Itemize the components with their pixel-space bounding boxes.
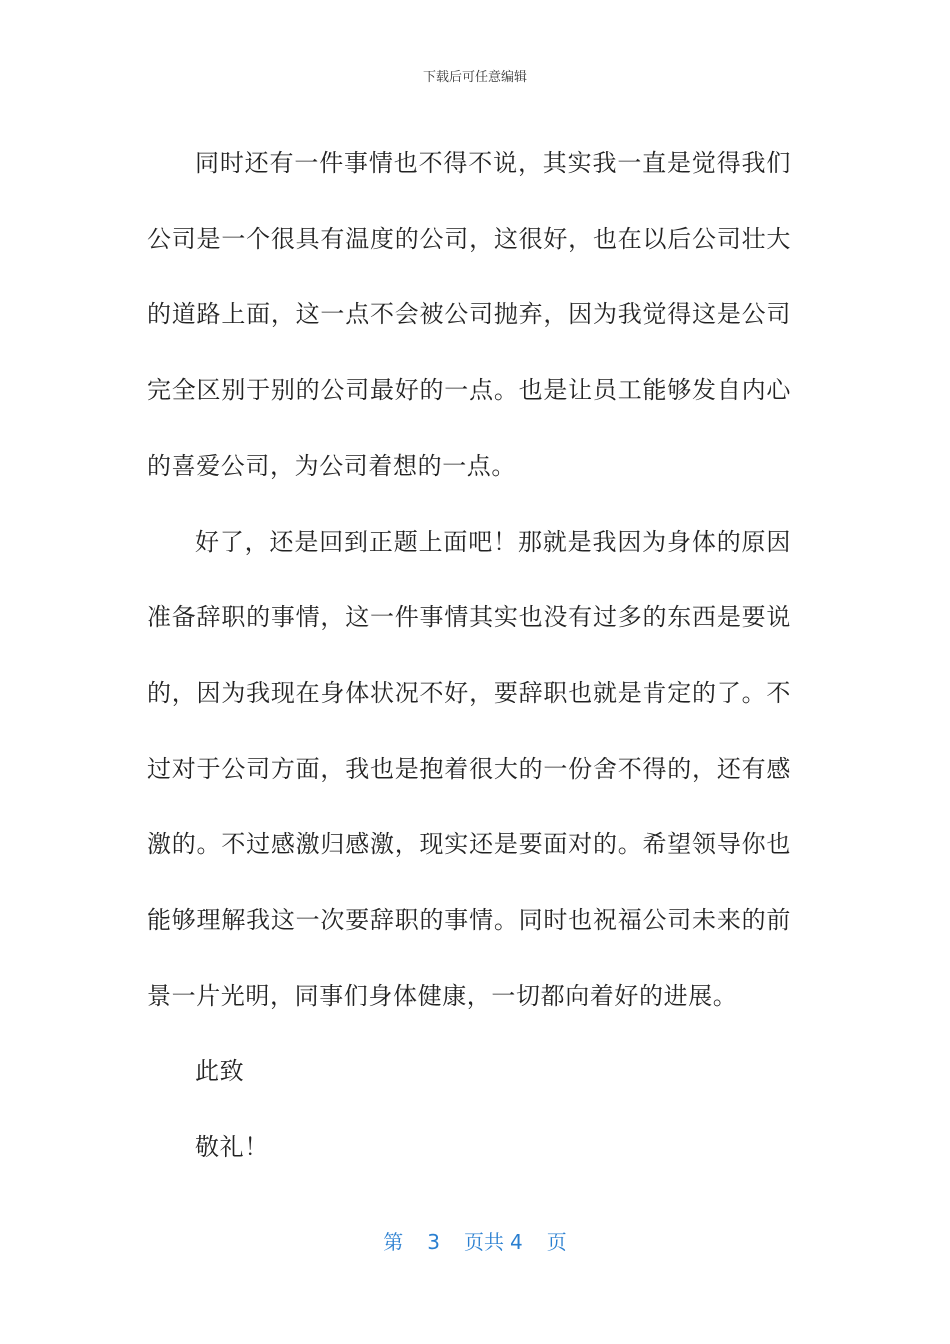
total-page-number: 4 [510, 1230, 523, 1254]
paragraph-2: 好了，还是回到正题上面吧！那就是我因为身体的原因准备辞职的事情，这一件事情其实也没有过多的东西是要说的，因为我现在身体状况不好，要辞职也就是肯定的了。不过对于公司方面，我也是抱着很大的一份舍不得的，还有感激的。不过感激归感激，现实还是要面对的。希望领导你也能够理解我这一次要辞职的事情。同时也祝福公司未来的前景一片光明，同事们身体健康，一切都向着好的进展。 [147, 527, 791, 1010]
page-footer [0, 1226, 950, 1255]
header-note: 下载后可任意编辑 [422, 70, 527, 85]
paragraph-1: 同时还有一件事情也不得不说，其实我一直是觉得我们公司是一个很具有温度的公司，这很好，也在以后公司壮大的道路上面，这一点不会被公司抛弃，因为我觉得这是公司完全区别于别的公司最好的一点。也是让员工能够发自内心的喜爱公司，为公司着想的一点。 [147, 149, 791, 480]
closing-salutation: 此致 [195, 1057, 245, 1086]
letter-body [147, 126, 791, 1186]
footer-mid: 页共 [464, 1230, 504, 1254]
footer-prefix: 第 [383, 1230, 404, 1254]
footer-suffix: 页 [546, 1230, 567, 1254]
current-page-number: 3 [427, 1230, 440, 1254]
closing-regards: 敬礼！ [195, 1133, 269, 1162]
